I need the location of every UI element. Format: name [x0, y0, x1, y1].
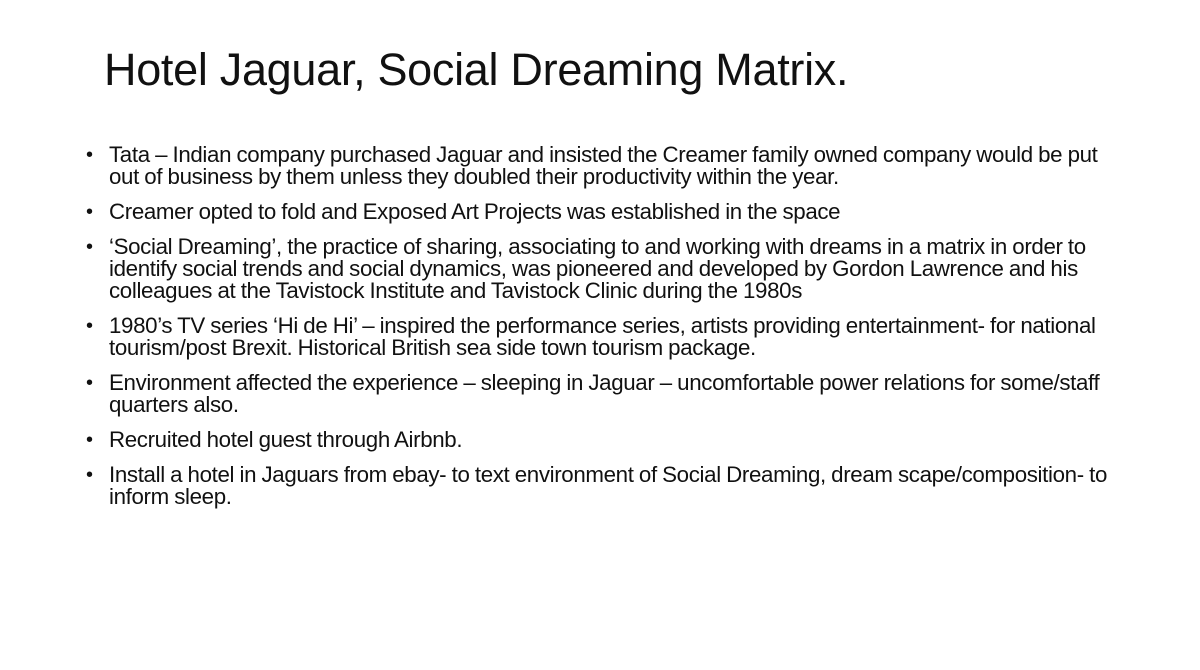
bullet-text: Tata – Indian company purchased Jaguar and insisted the Creamer family owned company would be put out of business by them unless they doubled their productivity within the year. [109, 142, 1098, 189]
bullet-text: ‘Social Dreaming’, the practice of sharing, associating to and working with dreams in a matrix in order to identify social trends and social dynamics, was pioneered and developed by Gordon Lawrence and his colleagues at the Tavistock Institute and Tavistock Clinic during the 1980s [109, 234, 1086, 303]
bullet-text: 1980’s TV series ‘Hi de Hi’ – inspired the performance series, artists providing entertainment- for national tourism/post Brexit. Historical British sea side town tourism package. [109, 313, 1096, 360]
bullet-dot-icon: • [86, 372, 93, 394]
slide-title: Hotel Jaguar, Social Dreaming Matrix. [104, 44, 849, 95]
bullet-dot-icon: • [86, 429, 93, 451]
bullet-text: Install a hotel in Jaguars from ebay- to text environment of Social Dreaming, dream scape/composition- to inform sleep. [109, 462, 1108, 509]
bullet-item-tata [86, 144, 1116, 188]
bullet-dot-icon: • [86, 236, 93, 258]
bullet-item-environment [86, 372, 1116, 416]
bullet-item-creamer [86, 201, 1116, 223]
bullet-dot-icon: • [86, 201, 93, 223]
bullet-text: Creamer opted to fold and Exposed Art Projects was established in the space [109, 199, 841, 224]
bullet-item-hi-de-hi [86, 315, 1116, 359]
bullet-item-install-hotel [86, 464, 1116, 508]
bullet-list [86, 144, 1116, 508]
bullet-item-social-dreaming [86, 236, 1116, 302]
bullet-text: Environment affected the experience – sleeping in Jaguar – uncomfortable power relations for some/staff quarters also. [109, 370, 1100, 417]
bullet-item-airbnb [86, 429, 1116, 451]
bullet-dot-icon: • [86, 144, 93, 166]
bullet-dot-icon: • [86, 464, 93, 486]
bullet-text: Recruited hotel guest through Airbnb. [109, 427, 463, 452]
bullet-dot-icon: • [86, 315, 93, 337]
